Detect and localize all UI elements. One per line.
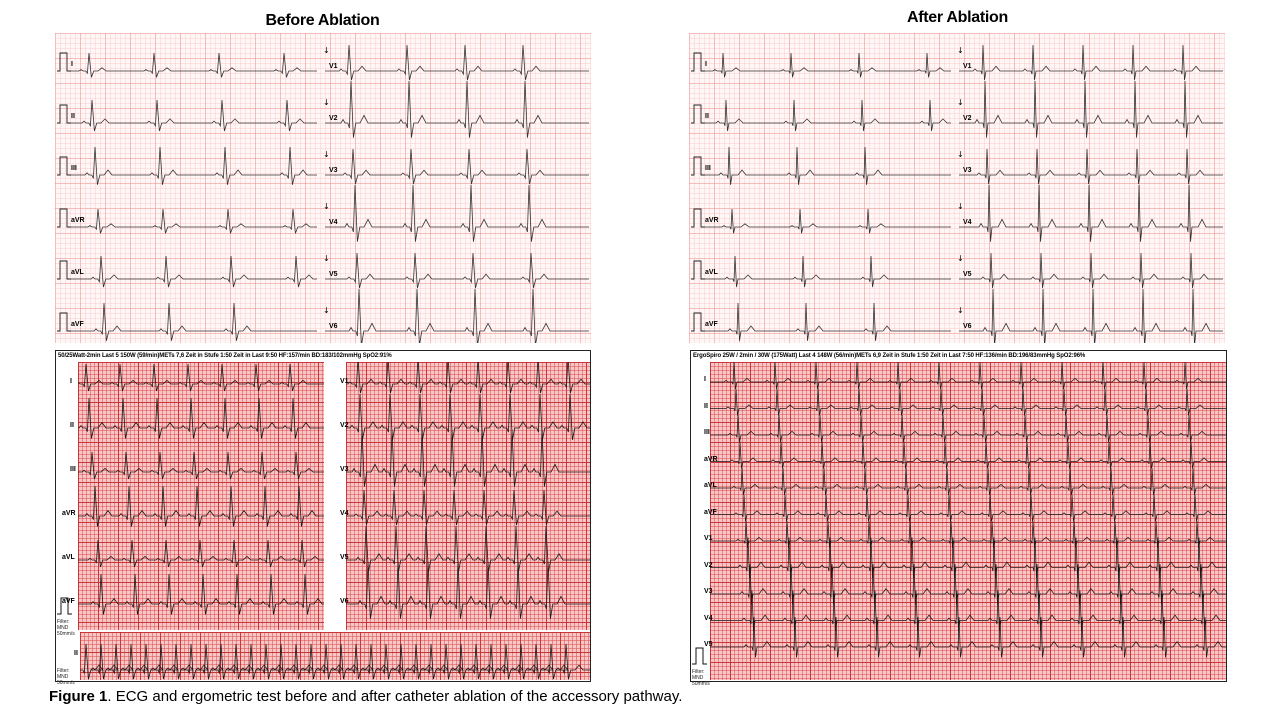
rest-after-label-aVL: aVL: [705, 269, 718, 276]
rest-after-chest-trace-4: [959, 253, 1223, 288]
stress-before-label-aVF: aVF: [62, 598, 75, 605]
rest-after-limb-trace-1: [705, 100, 951, 131]
lead-switch-marker: ↓: [957, 98, 964, 107]
stress-after-trace-9: [710, 591, 1226, 632]
lead-switch-marker: ↓: [323, 202, 330, 211]
rest-before-label-V2: V2: [329, 115, 338, 122]
rest-before-limb-trace-3: [71, 209, 317, 233]
rest-after-chest-trace-2: [959, 149, 1223, 184]
calibration-pulse: [691, 105, 705, 123]
rest-after-limb-trace-2: [705, 147, 951, 185]
rest-after-label-V4: V4: [963, 219, 972, 226]
stress-after-trace-0: [710, 362, 1226, 389]
lead-switch-marker: ↓: [957, 46, 964, 55]
rest-after-label-II: II: [705, 113, 709, 120]
stress-after-trace-5: [710, 495, 1226, 522]
stress-before-limb-trace-4: [78, 540, 324, 567]
rest-after-label-III: III: [705, 165, 711, 172]
stress-before-label-V5: V5: [340, 554, 349, 561]
stress-after-label-I: I: [704, 376, 706, 383]
rest-ecg-before-panel: [55, 33, 591, 343]
rest-after-label-I: I: [705, 61, 707, 68]
stress-after-header: ErgoSpiro 25W / 2min / 30W (175Watt) Last 4 148W (56/min)METs 6,9 Zeit in Stufe 1:50 Zeit in Last 7:50 HF:136/min BD:196/83mmHg SpO2:96%: [693, 353, 1086, 359]
lead-switch-marker: ↓: [957, 150, 964, 159]
rest-before-label-V1: V1: [329, 63, 338, 70]
stress-before-label-rhythm-II: II: [74, 650, 78, 657]
stress-before-rhythm-strip: [80, 632, 590, 680]
stress-before-label-III: III: [70, 466, 76, 473]
calibration-pulse: [691, 261, 705, 279]
calibration-pulse: [57, 313, 71, 331]
rest-after-limb-trace-3: [705, 209, 951, 233]
stress-after-trace-7: [710, 538, 1226, 579]
rest-before-label-V6: V6: [329, 323, 338, 330]
stress-after-label-V2: V2: [704, 561, 713, 569]
stress-before-chest-trace-5: [346, 562, 590, 619]
stress-before-chest-trace-1: [346, 394, 590, 440]
rest-before-limb-trace-4: [71, 256, 317, 287]
lead-switch-marker: ↓: [323, 254, 330, 263]
lead-switch-marker: ↓: [957, 202, 964, 211]
lead-switch-marker: ↓: [323, 98, 330, 107]
rest-before-label-aVR: aVR: [71, 217, 85, 224]
calibration-pulse: [691, 209, 705, 227]
calibration-pulse: [57, 157, 71, 175]
stress-before-label-V4: V4: [340, 510, 349, 517]
stress-after-label-V1: V1: [704, 535, 713, 542]
stress-after-label-II: II: [704, 402, 708, 410]
rest-after-chest-trace-5: [959, 289, 1223, 343]
stress-after-label-aVF: aVF: [704, 508, 717, 516]
stress-before-filter-rhythm: Filter: MND 50mm/s: [57, 668, 75, 686]
stress-before-limb-trace-1: [78, 398, 324, 439]
before-ablation-title: Before Ablation: [265, 12, 380, 29]
lead-switch-marker: ↓: [323, 46, 330, 55]
lead-switch-marker: ↓: [323, 306, 330, 315]
rest-after-limb-trace-5: [705, 303, 951, 341]
rest-before-label-V5: V5: [329, 271, 338, 278]
stress-before-label-aVR: aVR: [62, 510, 76, 517]
rest-before-chest-trace-1: [325, 81, 589, 138]
stress-after-label-aVR: aVR: [704, 455, 718, 463]
rest-before-chest-trace-4: [325, 253, 589, 288]
stress-after-trace-4: [710, 468, 1226, 495]
stress-before-limb-trace-0: [78, 364, 324, 391]
rest-before-limb-trace-2: [71, 147, 317, 185]
stress-before-limb-trace-5: [78, 574, 324, 615]
stress-after-grid: [710, 362, 1226, 680]
stress-after-label-V4: V4: [704, 614, 713, 622]
rest-before-chest-trace-3: [325, 185, 589, 242]
rest-before-label-II: II: [71, 113, 75, 120]
stress-before-rhythm-trace: [80, 644, 590, 679]
calibration-pulse: [57, 53, 71, 71]
stress-before-chest-trace-3: [346, 490, 590, 525]
stress-after-trace-3: [710, 442, 1226, 469]
stress-before-label-V3: V3: [340, 466, 349, 473]
stress-after-trace-2: [710, 415, 1226, 442]
rest-after-chest-trace-3: [959, 185, 1223, 242]
stress-after-trace-1: [710, 389, 1226, 416]
rest-after-label-aVF: aVF: [705, 321, 718, 328]
figure-caption-text: . ECG and ergometric test before and after catheter ablation of the accessory pathway.: [107, 688, 683, 705]
rest-before-label-I: I: [71, 61, 73, 68]
rest-after-limb-trace-4: [705, 256, 951, 287]
stress-before-chest-trace-2: [346, 430, 590, 487]
calibration-pulse: [57, 261, 71, 279]
stress-before-limb-grid: [78, 362, 324, 630]
rest-before-label-V4: V4: [329, 219, 338, 226]
stress-before-label-aVL: aVL: [62, 554, 75, 561]
stress-before-label-V6: V6: [340, 598, 349, 605]
figure-label: Figure 1: [49, 688, 108, 705]
calibration-pulse: [691, 313, 705, 331]
rest-ecg-after-panel: [689, 33, 1225, 343]
rest-before-label-III: III: [71, 165, 77, 172]
lead-switch-marker: ↓: [957, 254, 964, 263]
stress-after-trace-10: [710, 617, 1226, 658]
rest-before-label-V3: V3: [329, 167, 338, 174]
rest-after-label-V5: V5: [963, 271, 972, 278]
after-ablation-title: After Ablation: [907, 9, 1008, 26]
rest-before-limb-trace-0: [71, 53, 317, 77]
stress-before-limb-trace-3: [78, 486, 324, 527]
stress-before-chest-trace-4: [346, 526, 590, 572]
stress-before-limb-trace-2: [78, 452, 324, 479]
rest-before-label-aVF: aVF: [71, 321, 84, 328]
rest-after-label-aVR: aVR: [705, 217, 719, 224]
stress-after-label-V5: V5: [704, 641, 713, 648]
calibration-pulse: [691, 53, 705, 71]
stress-before-chest-trace-0: [346, 362, 590, 393]
stress-before-label-V1: V1: [340, 378, 349, 385]
rest-before-label-aVL: aVL: [71, 269, 84, 276]
rest-ecg-before-traces: [55, 33, 591, 343]
calibration-pulse: [691, 157, 705, 175]
stress-before-header: 50/25Watt-2min Last 5 150W (59/min)METs 7,6 Zeit in Stufe 1:50 Zeit in Last 9:50 HF:157/min BD:183/102mmHg SpO2:91%: [58, 353, 392, 359]
figure-caption: [49, 688, 682, 705]
calibration-pulse: [57, 209, 71, 227]
rest-after-label-V2: V2: [963, 115, 972, 122]
stress-before-filter: Filter: MND 50mm/s: [57, 619, 75, 637]
stress-after-filter: Filter: MND 50mm/s: [692, 669, 710, 687]
rest-before-limb-trace-5: [71, 303, 317, 341]
stress-before-label-V2: V2: [340, 422, 349, 429]
calibration-pulse: [57, 105, 71, 123]
rest-after-chest-trace-1: [959, 81, 1223, 138]
rest-before-chest-trace-5: [325, 289, 589, 343]
stress-after-trace-6: [710, 521, 1226, 548]
stress-after-calibration: [692, 646, 708, 666]
stress-before-label-I: I: [70, 378, 72, 385]
rest-after-label-V6: V6: [963, 323, 972, 330]
stress-before-label-II: II: [70, 422, 74, 429]
rest-before-chest-trace-2: [325, 149, 589, 184]
rest-after-limb-trace-0: [705, 53, 951, 77]
rest-after-chest-trace-0: [959, 45, 1223, 80]
stress-after-label-V3: V3: [704, 588, 713, 595]
stress-after-label-III: III: [704, 429, 710, 436]
rest-before-limb-trace-1: [71, 100, 317, 131]
rest-ecg-after-traces: [689, 33, 1225, 343]
rest-before-chest-trace-0: [325, 45, 589, 80]
rest-after-label-V1: V1: [963, 63, 972, 70]
rest-after-label-V3: V3: [963, 167, 972, 174]
stress-before-chest-grid: [346, 362, 590, 630]
stress-after-label-aVL: aVL: [704, 482, 717, 489]
lead-switch-marker: ↓: [957, 306, 964, 315]
lead-switch-marker: ↓: [323, 150, 330, 159]
